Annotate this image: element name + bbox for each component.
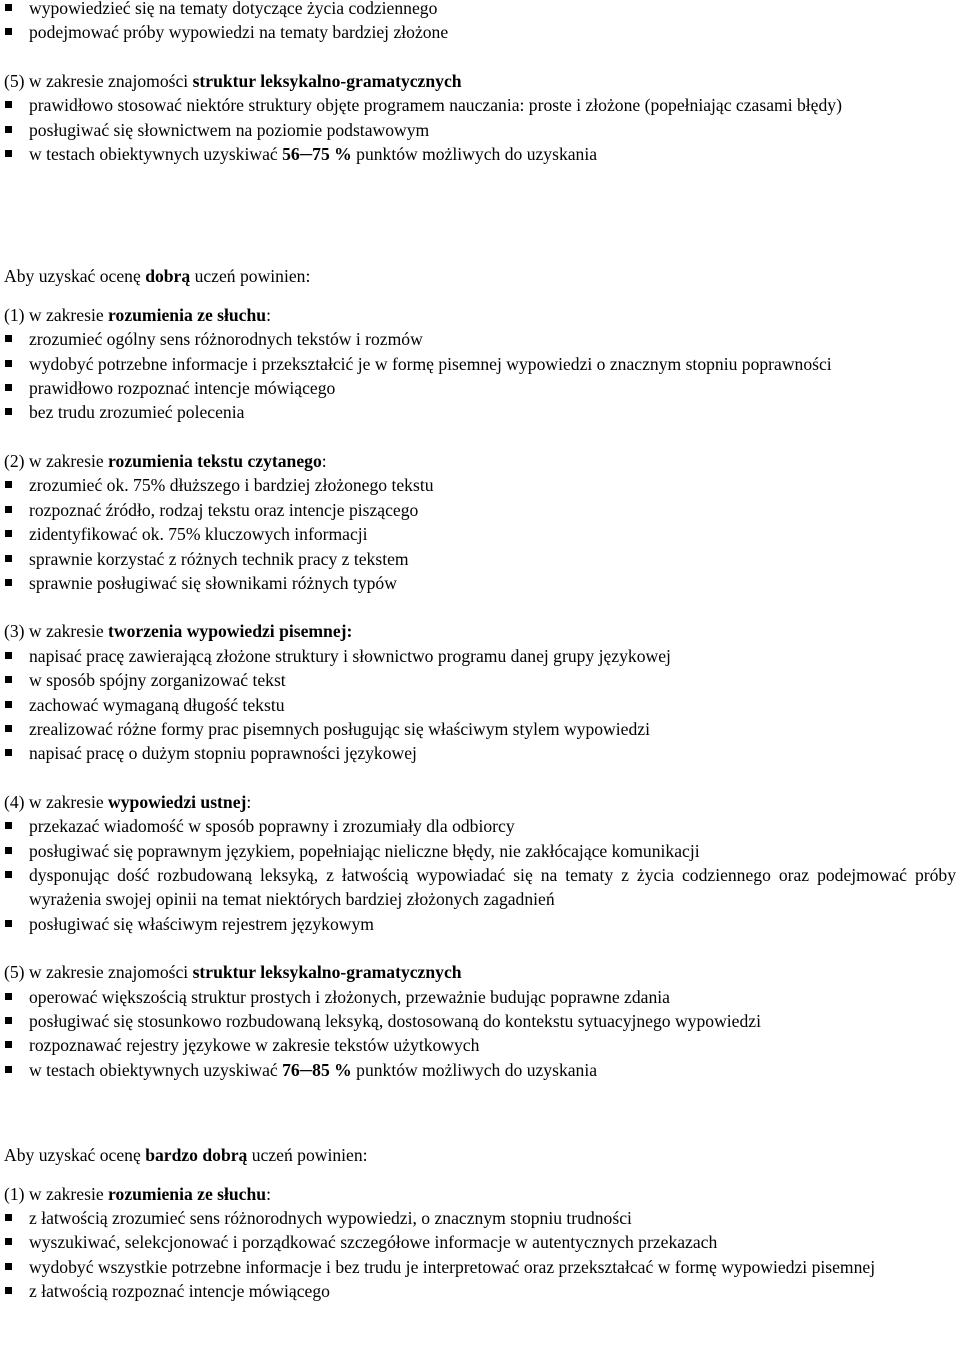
list-item: wypowiedzieć się na tematy dotyczące życia codziennego: [4, 0, 956, 20]
section-heading: (3) w zakresie tworzenia wypowiedzi pisemnej:: [4, 621, 353, 642]
list-item: operować większością struktur prostych i złożonych, przeważnie budując poprawne zdania: [4, 985, 956, 1009]
list-item: podejmować próby wypowiedzi na tematy bardziej złożone: [4, 20, 956, 44]
list-item: przekazać wiadomość w sposób poprawny i zrozumiały dla odbiorcy: [4, 814, 956, 838]
section-heading: (5) w zakresie znajomości struktur leksykalno-gramatycznych: [4, 962, 462, 983]
list-item: zrozumieć ogólny sens różnorodnych tekstów i rozmów: [4, 327, 956, 351]
list-item: zachować wymaganą długość tekstu: [4, 693, 956, 717]
list-item: wyszukiwać, selekcjonować i porządkować szczegółowe informacje w autentycznych przekazach: [4, 1230, 956, 1254]
list-item: dysponując dość rozbudowaną leksyką, z łatwością wypowiadać się na tematy z życia codziennego oraz podejmować próby wyrażenia swojej opinii na temat niektórych bardziej złożonych zagadnień: [4, 863, 956, 912]
list-item: rozpoznawać rejestry językowe w zakresie tekstów użytkowych: [4, 1033, 956, 1057]
list-item: posługiwać się słownictwem na poziomie podstawowym: [4, 118, 956, 142]
list-item: posługiwać się poprawnym językiem, popełniając nieliczne błędy, nie zakłócające komunikacji: [4, 839, 956, 863]
list-item: zidentyfikować ok. 75% kluczowych informacji: [4, 522, 956, 546]
list-item: w sposób spójny zorganizować tekst: [4, 668, 956, 692]
list-item: sprawnie korzystać z różnych technik pracy z tekstem: [4, 547, 956, 571]
bullet-list: [4, 985, 956, 1083]
section-heading: (1) w zakresie rozumienia ze słuchu:: [4, 1183, 271, 1204]
list-item: prawidłowo stosować niektóre struktury objęte programem nauczania: proste i złożone (popełniając czasami błędy): [4, 93, 956, 117]
bullet-list: [4, 644, 956, 766]
grade-heading-very-good: Aby uzyskać ocenę bardzo dobrą uczeń powinien:: [4, 1145, 368, 1166]
list-item: wydobyć wszystkie potrzebne informacje i bez trudu je interpretować oraz przekształcać w formę wypowiedzi pisemnej: [4, 1255, 956, 1279]
list-item: napisać pracę o dużym stopniu poprawności językowej: [4, 741, 956, 765]
section-heading: (4) w zakresie wypowiedzi ustnej:: [4, 791, 252, 812]
list-item: zrozumieć ok. 75% dłuższego i bardziej złożonego tekstu: [4, 473, 956, 497]
list-item: posługiwać się stosunkowo rozbudowaną leksyką, dostosowaną do kontekstu sytuacyjnego wypowiedzi: [4, 1009, 956, 1033]
section-heading: (2) w zakresie rozumienia tekstu czytanego:: [4, 450, 327, 471]
list-item: z łatwością rozpoznać intencje mówiącego: [4, 1279, 956, 1303]
bullet-list: [4, 93, 956, 166]
grade-heading-good: Aby uzyskać ocenę dobrą uczeń powinien:: [4, 266, 311, 287]
bullet-list: [4, 473, 956, 595]
list-item: posługiwać się właściwym rejestrem językowym: [4, 912, 956, 936]
list-item: w testach obiektywnych uzyskiwać 56─75 % punktów możliwych do uzyskania: [4, 142, 956, 166]
list-item: rozpoznać źródło, rodzaj tekstu oraz intencje piszącego: [4, 498, 956, 522]
section-heading: (1) w zakresie rozumienia ze słuchu:: [4, 304, 271, 325]
bullet-list: [4, 814, 956, 936]
section-heading: (5) w zakresie znajomości struktur leksykalno-gramatycznych: [4, 70, 462, 91]
list-item: wydobyć potrzebne informacje i przekształcić je w formę pisemnej wypowiedzi o znacznym stopniu poprawności: [4, 352, 956, 376]
bullet-list: [4, 327, 956, 425]
bullet-list: [4, 1206, 956, 1304]
document-page: [4, 0, 956, 1304]
list-item: bez trudu zrozumieć polecenia: [4, 400, 956, 424]
list-item: sprawnie posługiwać się słownikami różnych typów: [4, 571, 956, 595]
list-item: prawidłowo rozpoznać intencje mówiącego: [4, 376, 956, 400]
list-item: w testach obiektywnych uzyskiwać 76─85 % punktów możliwych do uzyskania: [4, 1058, 956, 1082]
bullet-list: [4, 0, 956, 45]
list-item: napisać pracę zawierającą złożone struktury i słownictwo programu danej grupy językowej: [4, 644, 956, 668]
list-item: zrealizować różne formy prac pisemnych posługując się właściwym stylem wypowiedzi: [4, 717, 956, 741]
list-item: z łatwością zrozumieć sens różnorodnych wypowiedzi, o znacznym stopniu trudności: [4, 1206, 956, 1230]
